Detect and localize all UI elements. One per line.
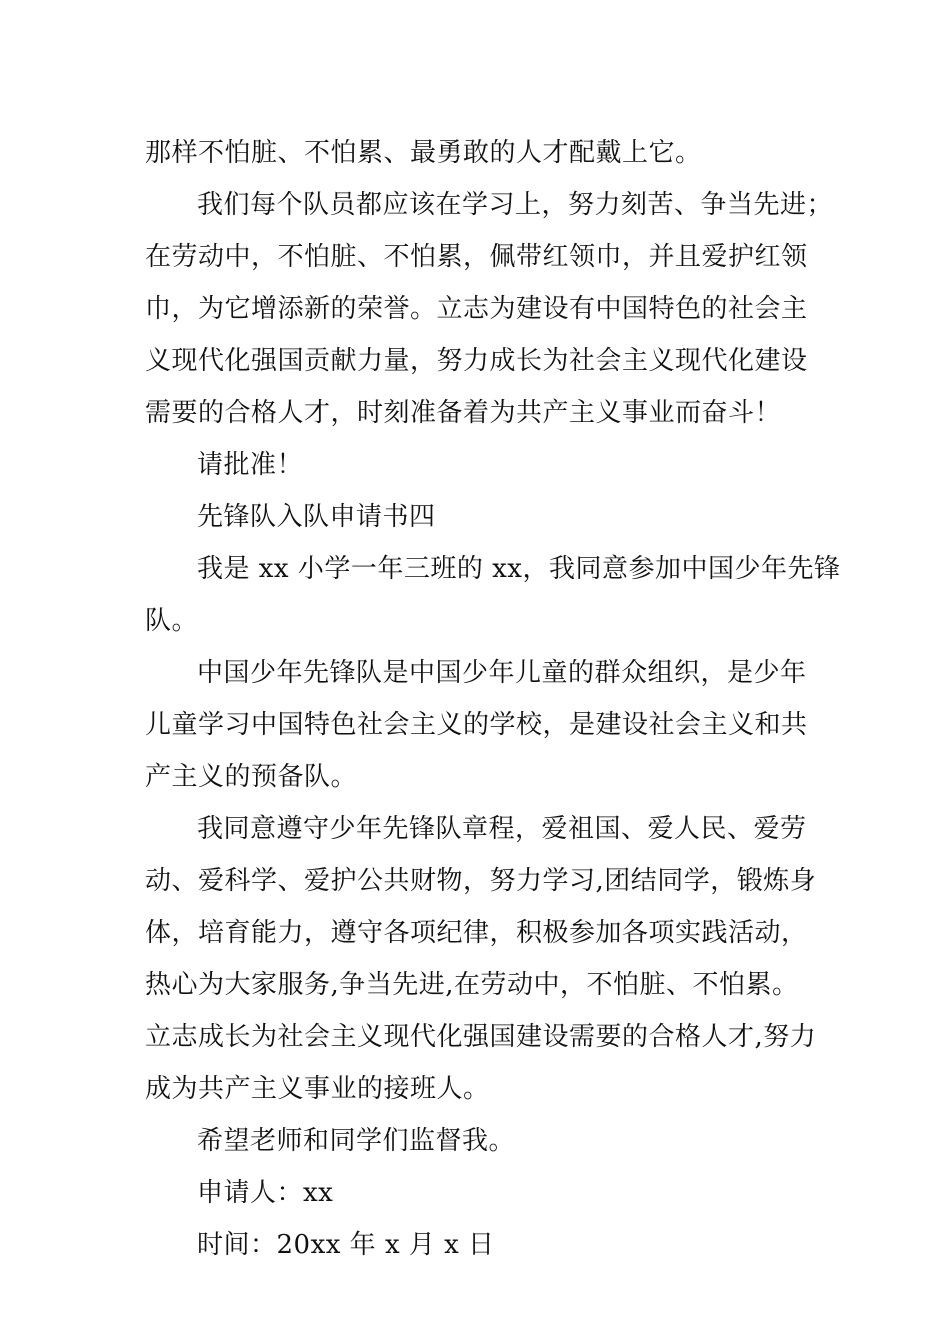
- text-line: 队。: [145, 606, 199, 636]
- text-line: 在劳动中，不怕脏、不怕累，佩带红领巾，并且爱护红领: [145, 242, 808, 272]
- text-line: 请批准！: [197, 450, 304, 480]
- text-line: 申请人：xx: [197, 1178, 334, 1208]
- paragraph-organization: [145, 647, 810, 803]
- section-title: [145, 491, 810, 543]
- paragraph-pledge: [145, 803, 817, 1115]
- text-line: 我同意遵守少年先锋队章程，爱祖国、爱人民、爱劳: [197, 814, 807, 844]
- text-line: 需要的合格人才，时刻准备着为共产主义事业而奋斗！: [145, 398, 782, 428]
- text-line: 产主义的预备队。: [145, 762, 358, 792]
- text-line: 我是 xx 小学一年三班的 xx，我同意参加中国少年先锋: [197, 554, 841, 584]
- text-line: 体，培育能力，遵守各项纪律，积极参加各项实践活动，: [145, 918, 808, 948]
- date-line: [145, 1219, 810, 1271]
- text-line: 巾，为它增添新的荣誉。立志为建设有中国特色的社会主: [145, 294, 808, 324]
- text-line: 我们每个队员都应该在学习上，努力刻苦、争当先进；: [197, 190, 834, 220]
- text-line: 义现代化强国贡献力量，努力成长为社会主义现代化建设: [145, 346, 808, 376]
- paragraph-continuation: [145, 127, 810, 179]
- text-line: 希望老师和同学们监督我。: [197, 1126, 516, 1156]
- document-body: [145, 127, 841, 1271]
- paragraph-approval: [145, 439, 810, 491]
- paragraph-duty: [145, 179, 834, 439]
- text-line: 时间：20xx 年 x 月 x 日: [197, 1230, 495, 1260]
- paragraph-intro: [145, 543, 841, 647]
- applicant-line: [145, 1167, 810, 1219]
- text-line: 立志成长为社会主义现代化强国建设需要的合格人才,努力: [145, 1022, 817, 1052]
- text-line: 先锋队入队申请书四: [197, 502, 436, 532]
- text-line: 中国少年先锋队是中国少年儿童的群众组织，是少年: [197, 658, 807, 688]
- text-line: 儿童学习中国特色社会主义的学校，是建设社会主义和共: [145, 710, 808, 740]
- text-line: 成为共产主义事业的接班人。: [145, 1074, 490, 1104]
- text-line: 那样不怕脏、不怕累、最勇敢的人才配戴上它。: [145, 138, 702, 168]
- text-line: 动、爱科学、爱护公共财物，努力学习,团结同学，锻炼身: [145, 866, 817, 896]
- text-line: 热心为大家服务,争当先进,在劳动中，不怕脏、不怕累。: [145, 970, 799, 1000]
- paragraph-supervision: [145, 1115, 810, 1167]
